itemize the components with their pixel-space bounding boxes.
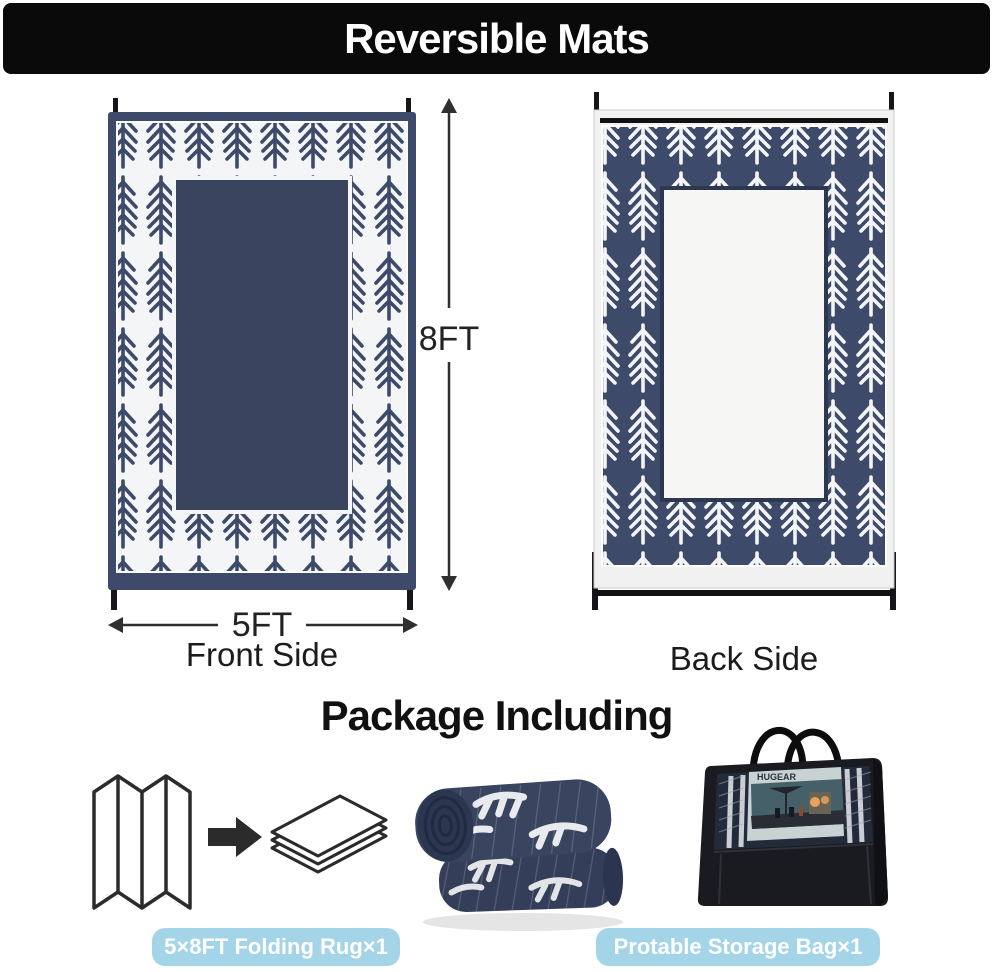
arrow-right-icon	[208, 817, 262, 857]
title-banner	[3, 3, 990, 74]
folding-rug-badge-label: 5×8FT Folding Rug×1	[164, 934, 388, 959]
storage-bag-badge	[596, 928, 880, 966]
folding-rug-icon	[86, 764, 392, 916]
front-side-label: Front Side	[185, 636, 339, 673]
storage-bag-photo	[691, 700, 898, 920]
storage-bag-badge-label: Protable Storage Bag×1	[613, 934, 863, 959]
bag-brand-text: HUGEAR	[757, 772, 797, 782]
rolled-rug-photo	[411, 758, 633, 938]
accordion-fold-icon	[94, 776, 190, 908]
package-heading: Package Including	[320, 692, 673, 739]
folding-rug-badge	[152, 928, 400, 966]
back-side-label: Back Side	[669, 640, 819, 677]
page-title: Reversible Mats	[344, 14, 649, 62]
bag-window	[714, 766, 873, 850]
folded-mat-icon	[272, 796, 386, 872]
height-dimension-label: 8FT	[418, 320, 480, 358]
back-mat-image	[586, 92, 902, 612]
width-dimension-label: 5FT	[231, 606, 293, 644]
front-mat-image	[104, 96, 420, 616]
